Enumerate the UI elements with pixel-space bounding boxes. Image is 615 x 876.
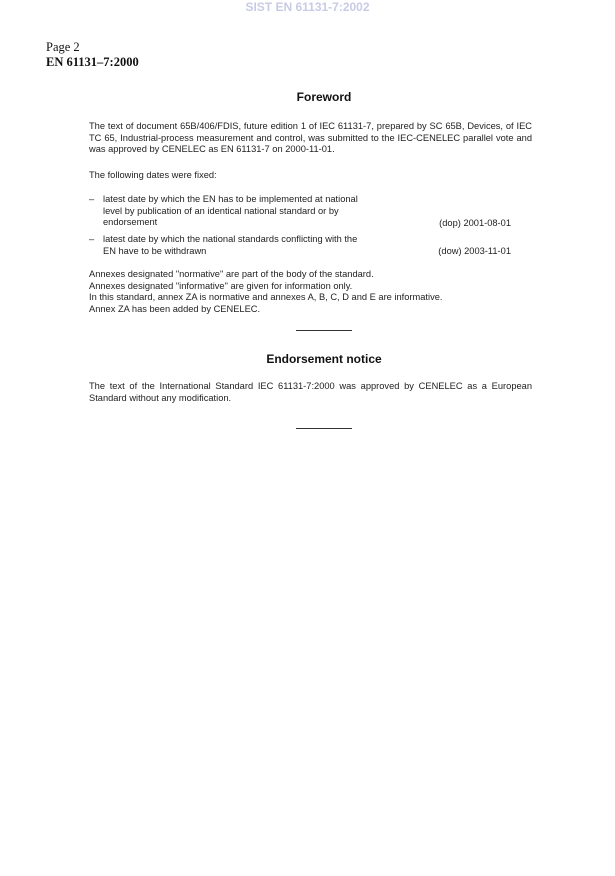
foreword-intro: The text of document 65B/406/FDIS, future edition 1 of IEC 61131-7, prepared by SC 65B, Devices, of IEC TC 65, Industrial-process measurement and control, was submitted to the IEC-CENELEC parallel vote and was approved by CENELEC as EN 61131-7 on 2000-11-01. bbox=[89, 121, 532, 154]
date-item-text: latest date by which the EN has to be implemented at national level by publication of an identical national standard or by endorsement bbox=[103, 194, 358, 227]
date-item-value: (dow) 2003-11-01 bbox=[438, 245, 511, 256]
watermark-header: SIST EN 61131-7:2002 bbox=[245, 0, 370, 14]
date-item-dop bbox=[89, 194, 511, 229]
date-item-dow bbox=[89, 234, 511, 257]
list-dash: – bbox=[89, 194, 95, 204]
annex-note: Annexes designated "normative" are part of the body of the standard. bbox=[89, 269, 374, 279]
end-divider bbox=[296, 428, 352, 429]
page-number: Page 2 bbox=[46, 40, 80, 54]
standard-id: EN 61131–7:2000 bbox=[46, 55, 139, 69]
section-divider bbox=[296, 330, 352, 331]
foreword-title: Foreword bbox=[296, 90, 352, 104]
annex-note: Annexes designated "informative" are given for information only. bbox=[89, 280, 353, 291]
annex-note: In this standard, annex ZA is normative and annexes A, B, C, D and E are informative. bbox=[89, 292, 443, 302]
list-dash: – bbox=[89, 234, 95, 244]
date-item-value: (dop) 2001-08-01 bbox=[439, 217, 511, 228]
date-item-text: latest date by which the national standards conflicting with the EN have to be withdrawn bbox=[103, 234, 358, 256]
annex-notes bbox=[89, 269, 532, 315]
page-header bbox=[46, 40, 139, 70]
dates-intro: The following dates were fixed: bbox=[89, 170, 217, 180]
endorsement-text: The text of the International Standard IEC 61131-7:2000 was approved by CENELEC as a European Standard without any modification. bbox=[89, 381, 532, 403]
annex-note: Annex ZA has been added by CENELEC. bbox=[89, 303, 261, 314]
endorsement-title: Endorsement notice bbox=[266, 352, 382, 366]
